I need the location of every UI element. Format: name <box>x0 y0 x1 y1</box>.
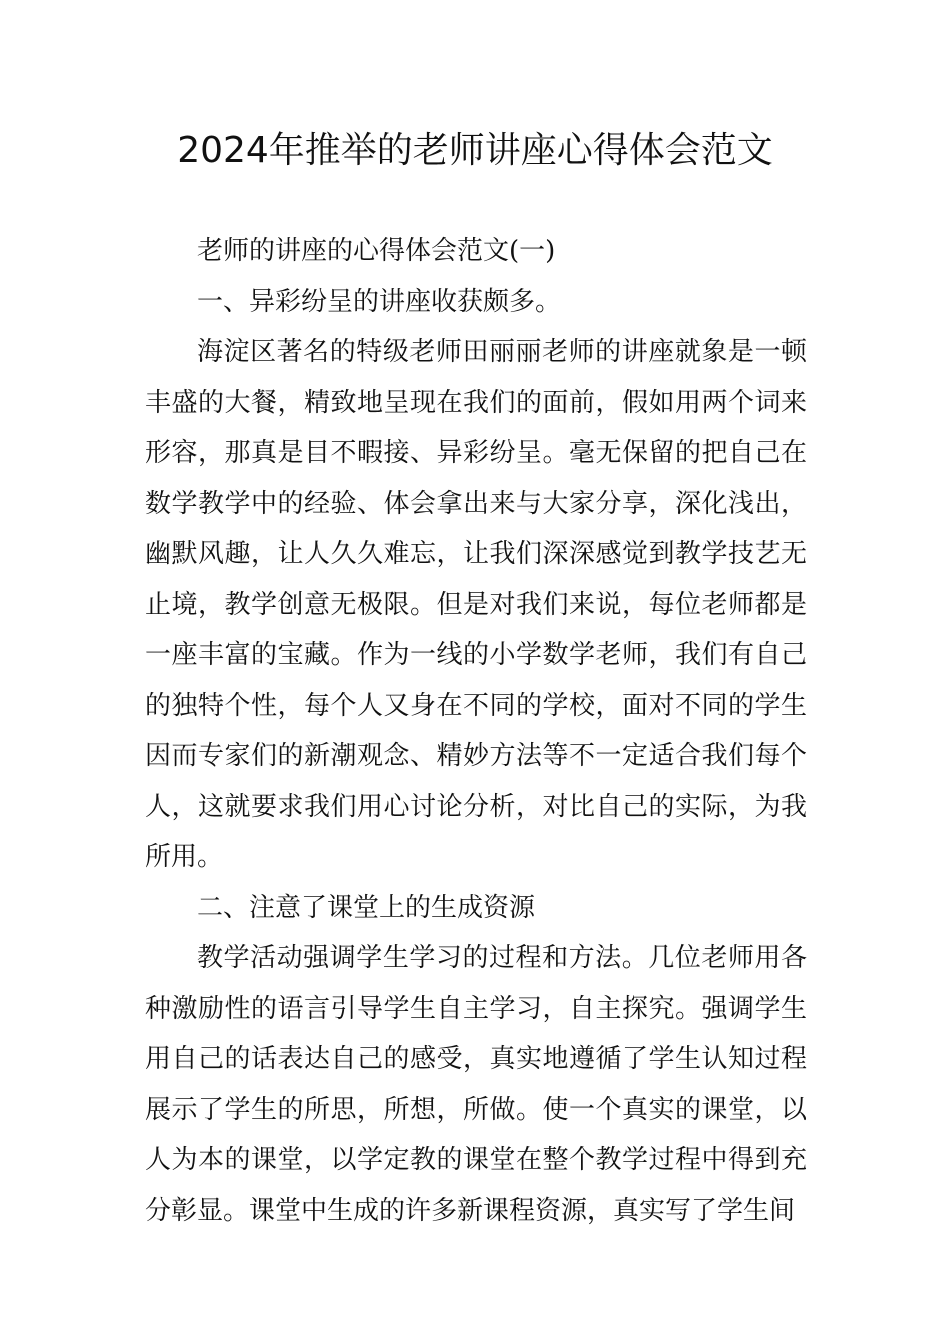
document-body <box>145 226 807 1236</box>
subheading-1: 一、异彩纷呈的讲座收获颇多。 <box>197 286 562 317</box>
subheading-2: 二、注意了课堂上的生成资源 <box>197 892 536 923</box>
paragraph-1: 海淀区著名的特级老师田丽丽老师的讲座就象是一顿丰盛的大餐，精致地呈现在我们的面前，假如用两个词来形容，那真是目不暇接、异彩纷呈。毫无保留的把自己在数学教学中的经验、体会拿出来与大家分享，深化浅出，幽默风趣，让人久久难忘，让我们深深感觉到教学技艺无止境，教学创意无极限。但是对我们来说，每位老师都是一座丰富的宝藏。作为一线的小学数学老师，我们有自己的独特个性，每个人又身在不同的学校，面对不同的学生因而专家们的新潮观念、精妙方法等不一定适合我们每个人，这就要求我们用心讨论分析，对比自己的实际，为我所用。 <box>145 337 807 872</box>
document-title: 2024年推举的老师讲座心得体会范文 <box>177 130 773 171</box>
section-heading: 老师的讲座的心得体会范文(一) <box>197 236 556 266</box>
paragraph-2: 教学活动强调学生学习的过程和方法。几位老师用各种激励性的语言引导学生自主学习，自主探究。强调学生用自己的话表达自己的感受，真实地遵循了学生认知过程展示了学生的所思，所想，所做。使一个真实的课堂，以人为本的课堂，以学定教的课堂在整个教学过程中得到充分彰显。课堂中生成的许多新课程资源，真实写了学生间 <box>145 943 807 1226</box>
